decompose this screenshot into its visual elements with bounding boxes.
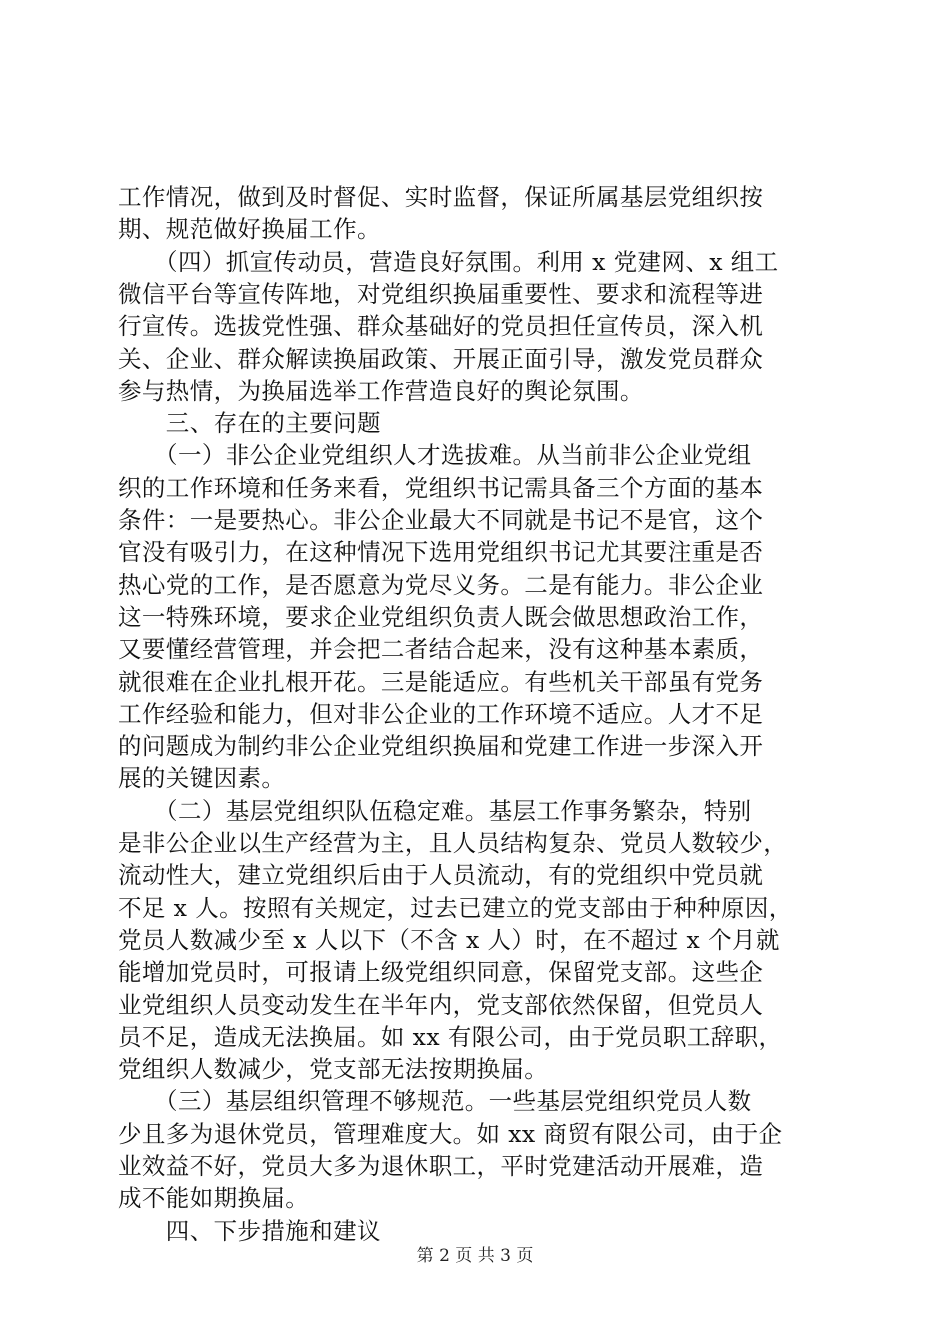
body-text-line: 流动性大，建立党组织后由于人员流动，有的党组织中党员就 (118, 861, 764, 890)
body-text-line: 这一特殊环境，要求企业党组织负责人既会做思想政治工作， (118, 602, 764, 631)
body-text-line: （一）非公企业党组织人才选拔难。从当前非公企业党组 (118, 441, 752, 470)
body-text-line: 参与热情，为换届选举工作营造良好的舆论氛围。 (118, 376, 644, 405)
body-text-line: 条件：一是要热心。非公企业最大不同就是书记不是官，这个 (118, 506, 764, 534)
section-heading: 三、存在的主要问题 (118, 409, 381, 438)
body-text-line: 是非公企业以生产经营为主，且人员结构复杂、党员人数较少， (118, 829, 788, 857)
body-text-line: 又要懂经营管理，并会把二者结合起来，没有这种基本素质， (118, 635, 764, 664)
body-text-line: 少且多为退休党员，管理难度大。如 xx 商贸有限公司，由于企 (118, 1119, 783, 1148)
section-heading: 四、下步措施和建议 (118, 1216, 381, 1245)
body-text-line: 热心党的工作，是否愿意为党尽义务。二是有能力。非公企业 (118, 570, 764, 599)
body-text-line: 业党组织人员变动发生在半年内，党支部依然保留，但党员人 (118, 990, 764, 1019)
body-text-line: 党员人数减少至 x 人以下（不含 x 人）时，在不超过 x 个月就 (118, 925, 780, 954)
body-text-line: 官没有吸引力，在这种情况下选用党组织书记尤其要注重是否 (118, 538, 764, 567)
body-text-line: 的问题成为制约非公企业党组织换届和党建工作进一步深入开 (118, 732, 764, 761)
body-text-line: 就很难在企业扎根开花。三是能适应。有些机关干部虽有党务 (118, 667, 764, 696)
body-text-line: 员不足，造成无法换届。如 xx 有限公司，由于党员职工辞职， (118, 1022, 783, 1051)
body-text-line: 期、规范做好换届工作。 (118, 215, 381, 244)
body-text-line: 工作情况，做到及时督促、实时监督，保证所属基层党组织按 (118, 183, 764, 211)
body-text-line: 不足 x 人。按照有关规定，过去已建立的党支部由于种种原因， (118, 893, 793, 922)
body-text-line: （二）基层党组织队伍稳定难。基层工作事务繁杂，特别 (118, 796, 752, 825)
body-text-line: （四）抓宣传动员，营造良好氛围。利用 x 党建网、x 组工 (118, 247, 779, 276)
body-text-line: 展的关键因素。 (118, 764, 286, 793)
body-text-line: （三）基层组织管理不够规范。一些基层党组织党员人数 (118, 1087, 752, 1116)
body-text-line: 微信平台等宣传阵地，对党组织换届重要性、要求和流程等进 (118, 279, 764, 308)
body-text-line: 成不能如期换届。 (118, 1184, 310, 1213)
page-number-footer: 第 2 页 共 3 页 (416, 1246, 534, 1266)
body-text-line: 业效益不好，党员大多为退休职工，平时党建活动开展难，造 (118, 1152, 764, 1180)
body-text-line: 关、企业、群众解读换届政策、开展正面引导，激发党员群众 (118, 344, 764, 373)
body-text-line: 党组织人数减少，党支部无法按期换届。 (118, 1055, 549, 1084)
body-text-line: 行宣传。选拔党性强、群众基础好的党员担任宣传员，深入机 (118, 312, 764, 341)
body-text-line: 织的工作环境和任务来看，党组织书记需具备三个方面的基本 (118, 473, 764, 502)
body-text-line: 能增加党员时，可报请上级党组织同意，保留党支部。这些企 (118, 958, 764, 987)
body-text-line: 工作经验和能力，但对非公企业的工作环境不适应。人才不足 (118, 699, 764, 728)
